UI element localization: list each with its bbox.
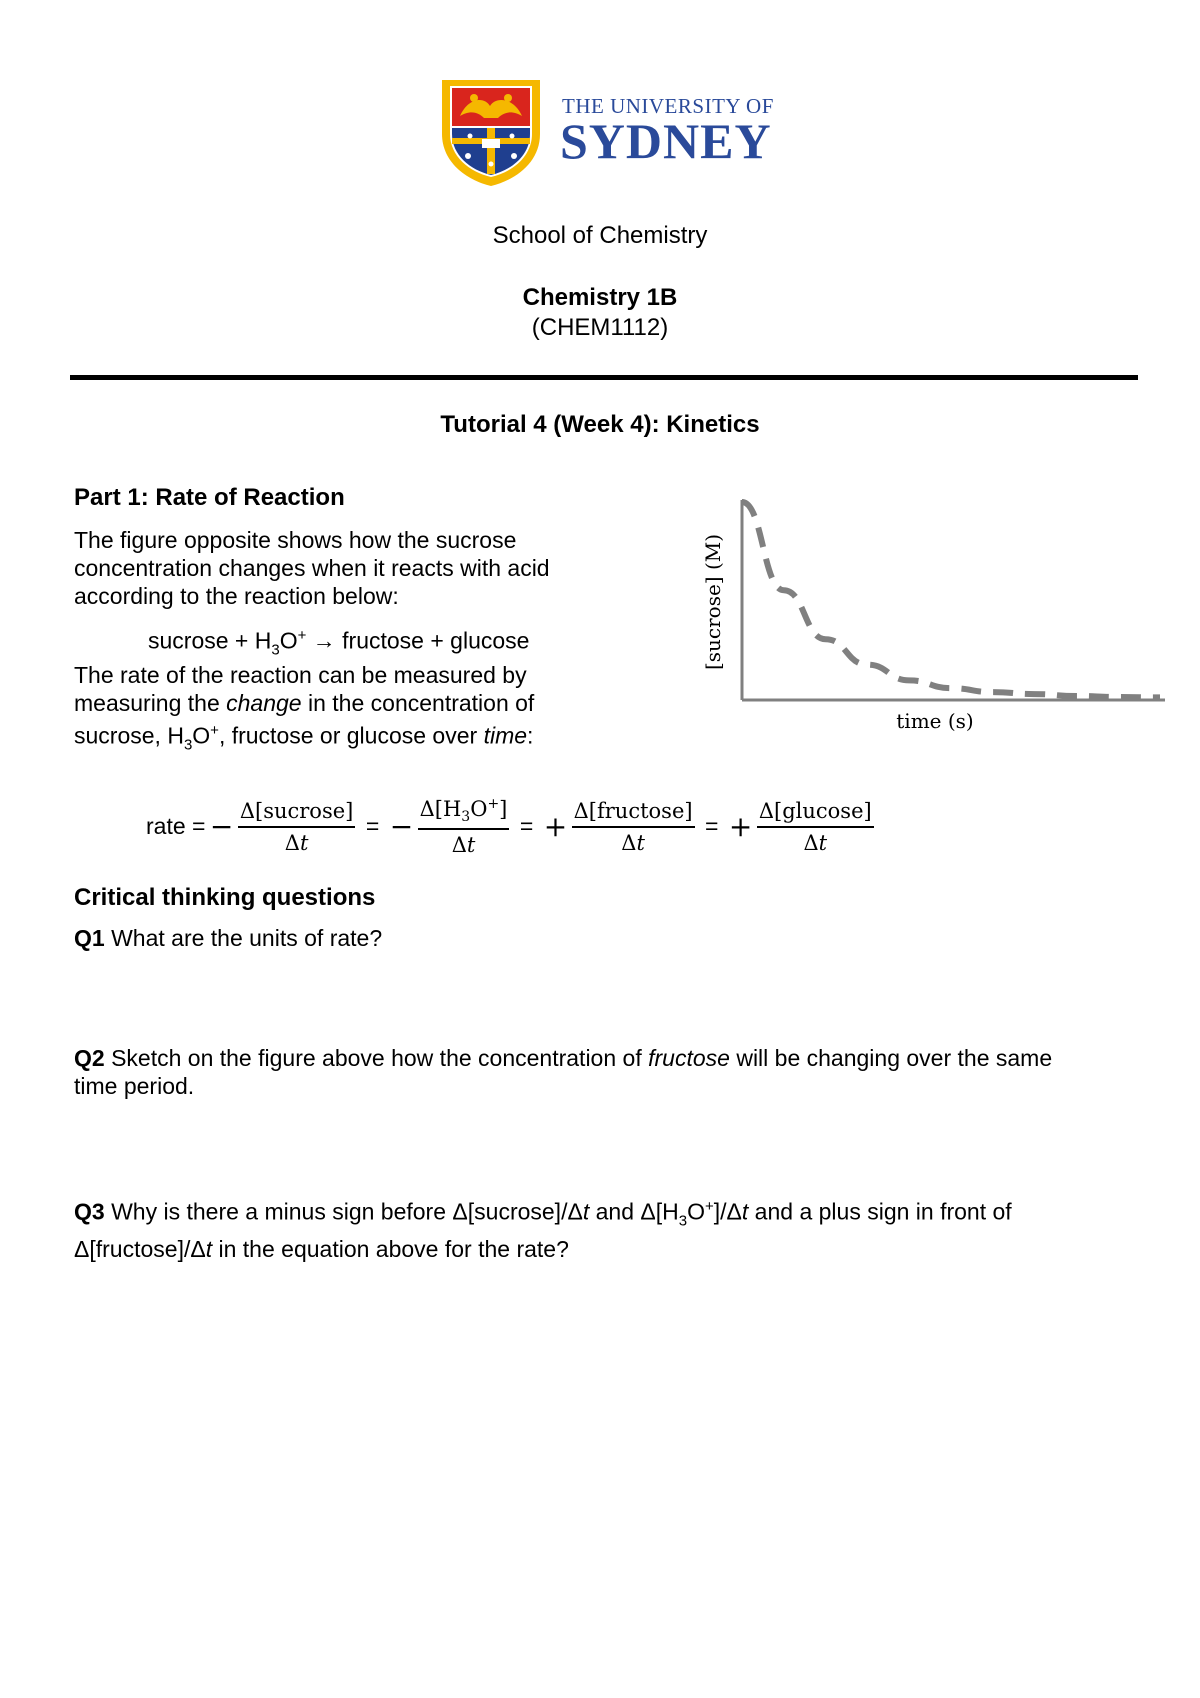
reaction-part: fructose + glucose — [342, 627, 530, 654]
q1-label: Q1 — [74, 925, 105, 951]
text-run: + — [487, 796, 500, 812]
q3-label: Q3 — [74, 1198, 105, 1225]
header-divider — [70, 375, 1138, 380]
rate-equation — [146, 796, 874, 857]
text-run: sucrose, H — [74, 722, 184, 749]
numerator: Δ[glucose] — [757, 799, 874, 828]
fructose-fraction — [572, 799, 695, 855]
question-1 — [74, 924, 382, 952]
intro-line: concentration changes when it reacts with acid — [74, 555, 550, 581]
university-logo — [438, 76, 778, 188]
text-run: will be changing over the same — [729, 1045, 1053, 1071]
measure-line — [74, 689, 654, 717]
logo-line1: THE UNIVERSITY OF — [562, 94, 774, 118]
critical-heading: Critical thinking questions — [74, 884, 376, 911]
equals-sign: = — [705, 813, 719, 840]
text-run: O — [687, 1198, 705, 1225]
text-run: in the concentration of — [301, 690, 535, 716]
reaction-sup: + — [297, 627, 307, 644]
text-run: ] — [499, 797, 508, 821]
text-run: Why is there a minus sign before Δ[sucrose]/Δ — [104, 1198, 583, 1225]
text-run: time — [483, 722, 528, 749]
text-run: , fructose or glucose over — [218, 722, 484, 749]
text-run: t — [205, 1236, 213, 1263]
numerator — [418, 796, 510, 830]
measure-line: The rate of the reaction can be measured by — [74, 662, 527, 688]
text-run: t — [741, 1198, 749, 1225]
numerator: Δ[sucrose] — [238, 799, 356, 828]
equals-sign: = — [519, 813, 534, 840]
y-axis-label: [sucrose] (M) — [701, 533, 725, 671]
text-run: 3 — [461, 809, 471, 826]
numerator: Δ[fructose] — [572, 799, 695, 828]
q2-line — [74, 1044, 1144, 1072]
q1-text: What are the units of rate? — [104, 925, 383, 951]
text-run: fructose — [648, 1045, 730, 1071]
reaction-part: O — [279, 627, 298, 654]
text-run: change — [226, 690, 302, 716]
text-run: O — [192, 722, 211, 749]
intro-line: The figure opposite shows how the sucrose — [74, 527, 517, 553]
tutorial-title: Tutorial 4 (Week 4): Kinetics — [440, 411, 760, 438]
x-axis-label: time (s) — [896, 709, 974, 733]
part1-heading: Part 1: Rate of Reaction — [74, 484, 345, 511]
course-code: (CHEM1112) — [531, 314, 669, 341]
sucrose-concentration-chart — [690, 490, 1170, 740]
reaction-equation — [148, 622, 529, 664]
text-run: ]/Δ — [713, 1198, 742, 1225]
university-crest-icon — [438, 76, 544, 188]
intro-line: according to the reaction below: — [74, 583, 399, 609]
question-3 — [74, 1193, 1144, 1263]
text-run: in the equation above for the rate? — [212, 1236, 569, 1263]
text-run: 3 — [678, 1212, 688, 1230]
text-run: + — [704, 1198, 714, 1215]
text-run: and Δ[H — [589, 1198, 679, 1225]
question-2 — [74, 1044, 1144, 1100]
denominator: Δ𝑡 — [284, 830, 309, 855]
measure-line — [74, 717, 654, 759]
rate-label: rate = — [146, 813, 206, 840]
q2-line: time period. — [74, 1073, 195, 1099]
denominator: Δ𝑡 — [621, 830, 645, 855]
text-run: O — [470, 797, 488, 821]
reaction-sub: 3 — [271, 641, 280, 659]
q3-line — [74, 1235, 1144, 1263]
text-run: Δ[fructose]/Δ — [74, 1236, 206, 1263]
minus-sign: − — [209, 810, 234, 844]
plus-sign: + — [728, 810, 753, 844]
school-name: School of Chemistry — [492, 222, 708, 249]
q3-line — [74, 1193, 1144, 1235]
text-run: Δ[H — [419, 797, 462, 821]
text-run: + — [210, 722, 219, 739]
reaction-part: sucrose + H — [148, 627, 272, 654]
course-name: Chemistry 1B — [522, 284, 678, 311]
part1-intro — [74, 526, 634, 610]
text-run: and a plus sign in front of — [748, 1198, 1012, 1225]
sucrose-fraction — [238, 799, 356, 855]
q2-label: Q2 — [74, 1045, 105, 1071]
plus-sign: + — [543, 810, 568, 844]
sucrose-series-line — [742, 502, 1160, 697]
measure-paragraph — [74, 661, 654, 759]
text-run: t — [582, 1198, 590, 1225]
denominator: Δ𝑡 — [451, 833, 476, 858]
glucose-fraction — [757, 799, 874, 855]
text-run: : — [527, 722, 534, 749]
text-run: 3 — [183, 736, 193, 754]
hydronium-fraction — [418, 796, 510, 857]
logo-line2: SYDNEY — [560, 113, 772, 169]
equals-sign: = — [365, 813, 380, 840]
text-run: measuring the — [74, 690, 227, 716]
denominator: Δ𝑡 — [803, 830, 828, 855]
minus-sign: − — [389, 810, 414, 844]
reaction-arrow: → — [306, 627, 343, 654]
text-run: Sketch on the figure above how the concentration of — [104, 1045, 649, 1071]
